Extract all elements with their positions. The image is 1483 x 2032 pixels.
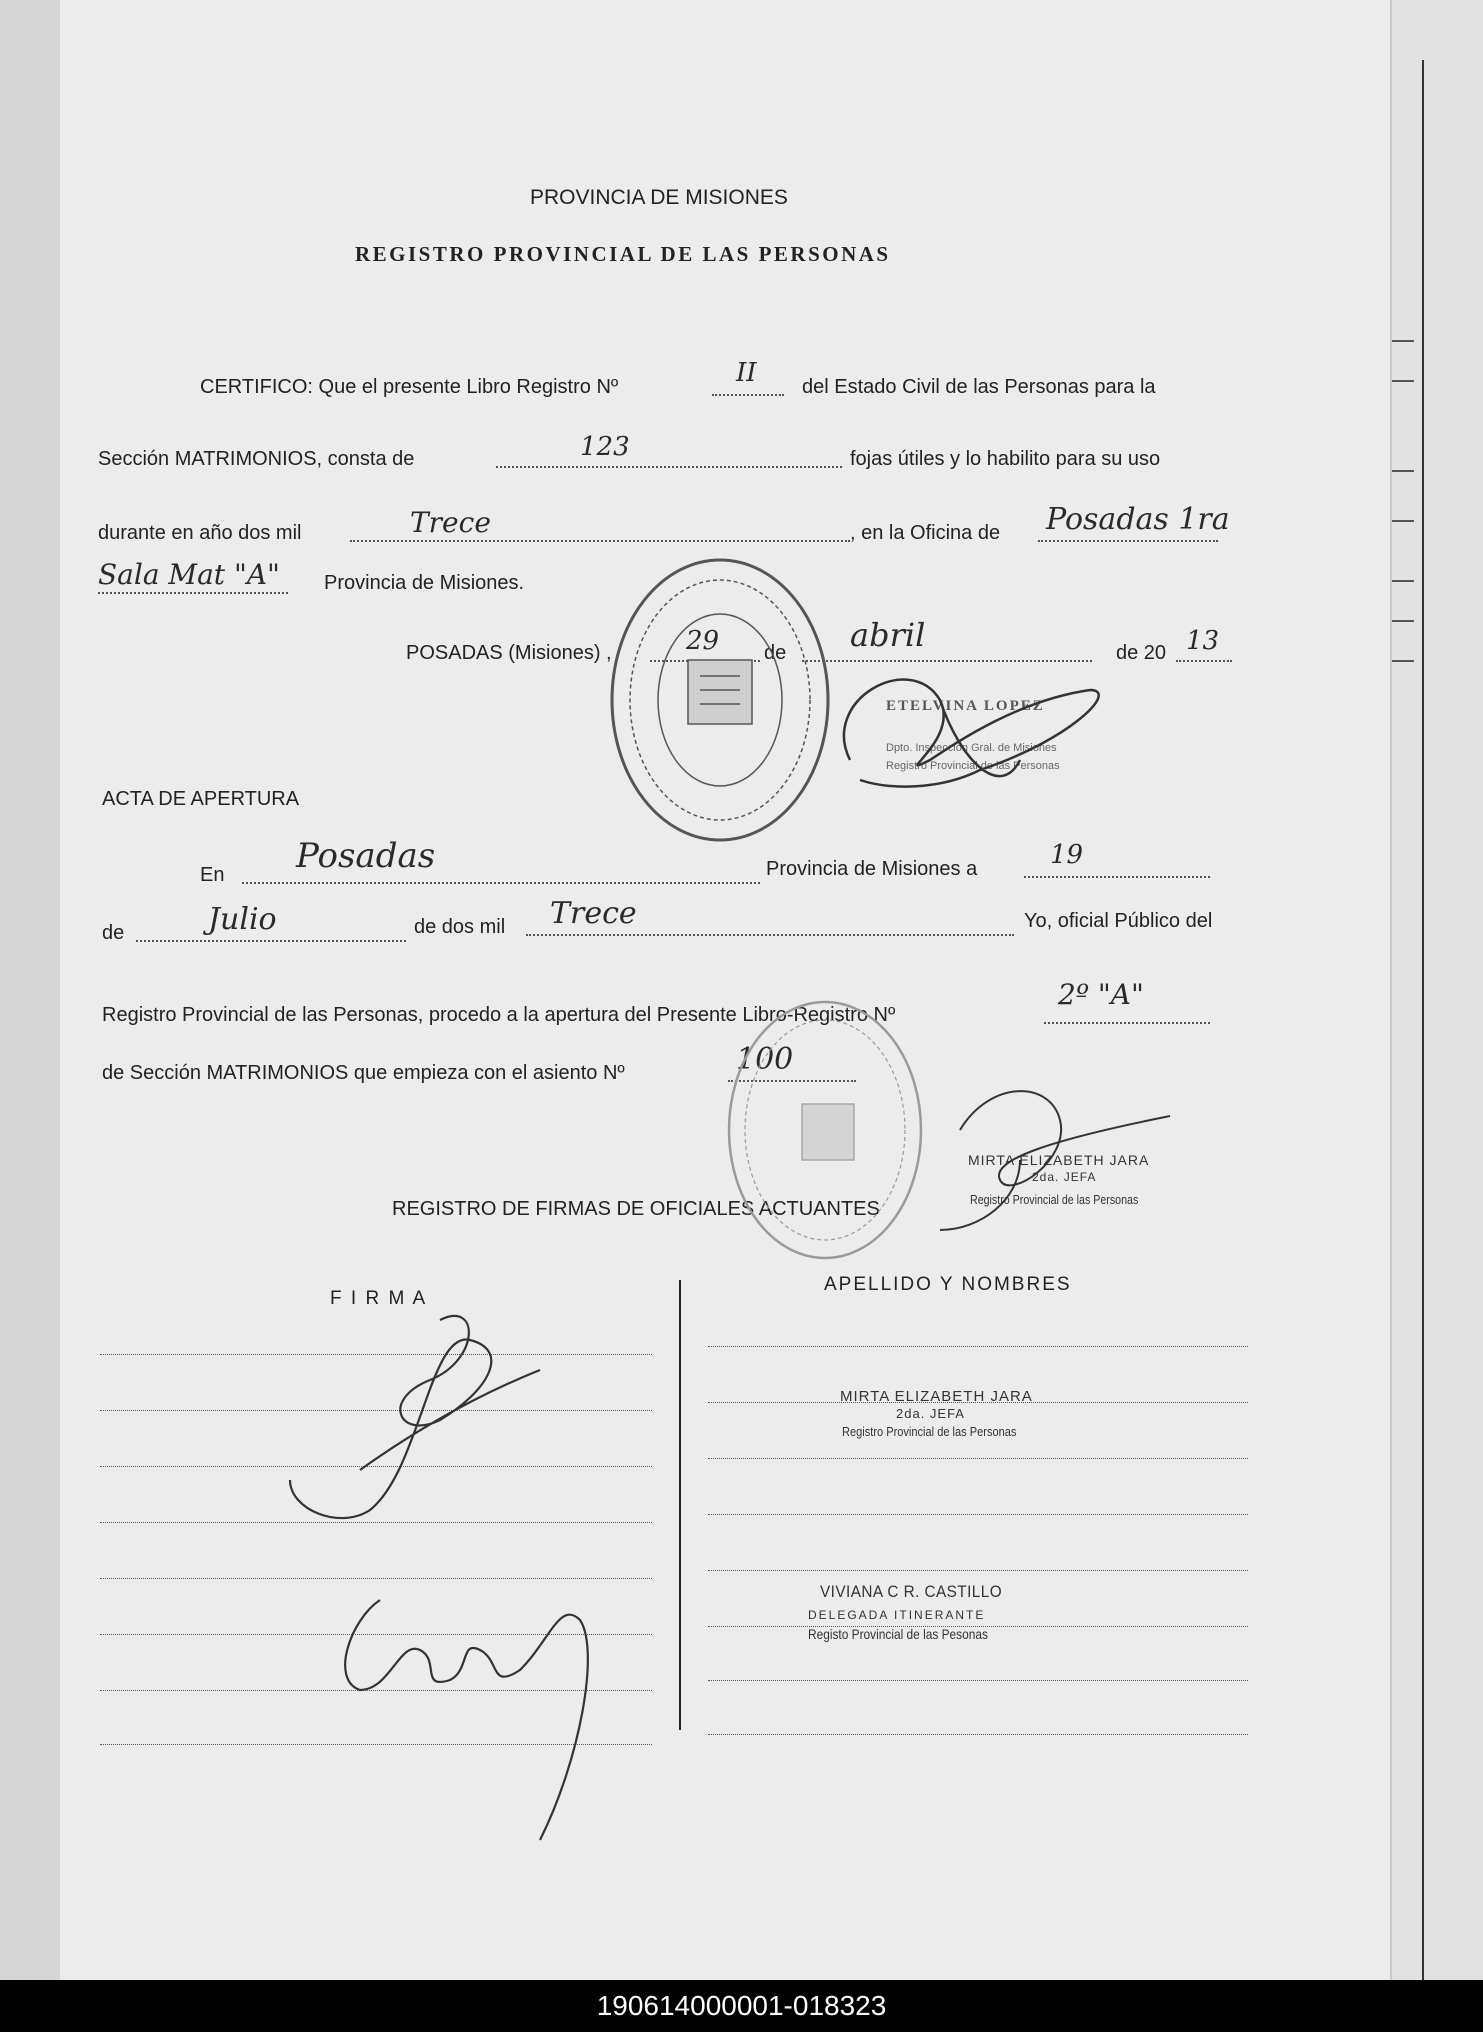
next-page-tick <box>1392 380 1414 382</box>
next-page-tick <box>1392 340 1414 342</box>
signature-firma-2 <box>345 1600 588 1840</box>
date-day-value: 29 <box>686 626 720 656</box>
date-month-value: abril <box>850 616 926 654</box>
cert-line1-prefix: CERTIFICO: Que el presente Libro Registro Nº <box>200 376 619 398</box>
cert-line3-mid: , en la Oficina de <box>850 522 1001 544</box>
signatures-heading: REGISTRO DE FIRMAS DE OFICIALES ACTUANTES <box>392 1198 880 1220</box>
acta-heading: ACTA DE APERTURA <box>102 788 300 810</box>
col-names-heading: APELLIDO Y NOMBRES <box>824 1274 1072 1295</box>
fojas-value: 123 <box>580 432 630 462</box>
next-page-tick <box>1392 620 1414 622</box>
province-title: PROVINCIA DE MISIONES <box>530 186 788 209</box>
next-page-rule <box>1422 60 1424 1980</box>
acta-month-value: Julio <box>208 902 277 937</box>
signature-official-1 <box>844 680 1099 787</box>
next-page-tick <box>1392 470 1414 472</box>
next-page-tick <box>1392 660 1414 662</box>
acta-year-value: Trece <box>550 896 637 931</box>
entry1-office: Registro Provincial de las Personas <box>842 1424 1017 1439</box>
entry2-role: DELEGADA ITINERANTE <box>808 1608 986 1622</box>
cert-line1-suffix: del Estado Civil de las Personas para la <box>802 376 1156 398</box>
office-value: Posadas 1ra <box>1046 502 1230 537</box>
stamps-and-signatures <box>60 0 1390 1980</box>
official2-name: MIRTA ELIZABETH JARA <box>968 1152 1150 1168</box>
round-seal-1 <box>612 560 828 840</box>
left-page-edge <box>0 0 60 1980</box>
office2-value: Sala Mat "A" <box>98 558 280 591</box>
acta-asiento-value: 100 <box>736 1042 794 1077</box>
official1-role2: Registro Provincial de las Personas <box>886 760 1060 772</box>
acta-line4: de Sección MATRIMONIOS que empieza con el asiento Nº <box>102 1062 625 1084</box>
cert-date-year-prefix: de 20 <box>1116 642 1167 664</box>
date-year-value: 13 <box>1186 626 1220 656</box>
cert-line2-prefix: Sección MATRIMONIOS, consta de <box>98 448 415 470</box>
entry1-name: MIRTA ELIZABETH JARA <box>840 1388 1033 1405</box>
acta-yo: Yo, oficial Público del <box>1024 910 1213 932</box>
acta-en: En <box>200 864 225 886</box>
round-seal-2 <box>729 1002 921 1258</box>
barcode-footer <box>0 1980 1483 2032</box>
signature-firma-1 <box>290 1316 540 1518</box>
entry1-role: 2da. JEFA <box>896 1406 965 1421</box>
acta-prov: Provincia de Misiones a <box>766 858 978 880</box>
acta-de: de <box>102 922 125 944</box>
signature-official-2 <box>940 1091 1170 1230</box>
cert-date-prefix: POSADAS (Misiones) , <box>406 642 612 664</box>
acta-line3: Registro Provincial de las Personas, procedo a la apertura del Presente Libro-Registro Nº <box>102 1004 896 1026</box>
document-page <box>60 0 1390 1980</box>
official1-role1: Dpto. Inspección Gral. de Misiones <box>886 742 1057 754</box>
acta-place-value: Posadas <box>296 836 436 876</box>
barcode-text: 190614000001-018323 <box>596 1990 887 2021</box>
next-page-tick <box>1392 580 1414 582</box>
official2-role1: 2da. JEFA <box>1032 1170 1097 1184</box>
official1-name: ETELVINA LOPEZ <box>886 698 1045 714</box>
cert-line3-prefix: durante en año dos mil <box>98 522 302 544</box>
year-word-value: Trece <box>410 506 491 539</box>
acta-de-dos-mil: de dos mil <box>414 916 506 938</box>
next-page-edge <box>1390 0 1483 1980</box>
cert-line4-suffix: Provincia de Misiones. <box>324 572 525 594</box>
acta-libro-value: 2º "A" <box>1058 978 1144 1011</box>
cert-line2-suffix: fojas útiles y lo habilito para su uso <box>850 448 1161 470</box>
libro-no-value: II <box>736 358 757 388</box>
registry-title: REGISTRO PROVINCIAL DE LAS PERSONAS <box>355 242 891 266</box>
cert-date-de: de <box>764 642 787 664</box>
entry2-name: VIVIANA C R. CASTILLO <box>820 1582 1003 1601</box>
entry2-office: Registo Provincial de las Pesonas <box>808 1626 988 1642</box>
official2-role2: Registro Provincial de las Personas <box>970 1192 1139 1207</box>
next-page-tick <box>1392 520 1414 522</box>
col-firma-heading: F I R M A <box>330 1288 428 1309</box>
acta-day-value: 19 <box>1050 840 1084 870</box>
